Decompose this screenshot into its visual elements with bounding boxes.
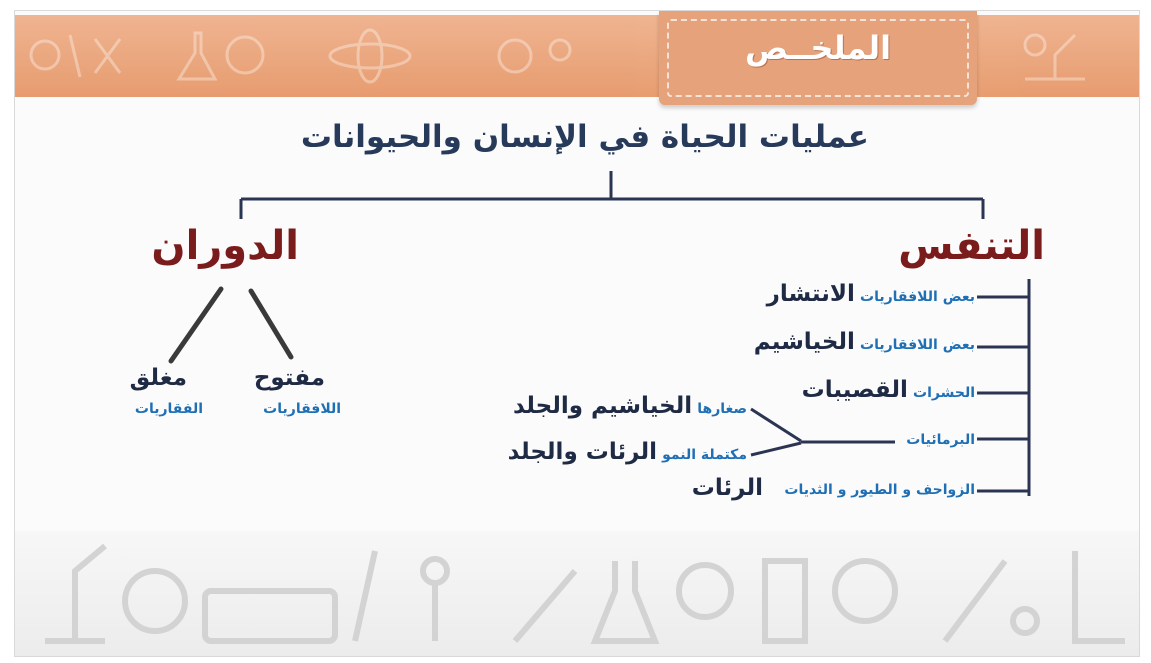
item-group: الحشرات [913,385,975,401]
item-term: الانتشار [766,281,855,307]
respiration-item [754,329,975,355]
header-title: الملخــص [744,29,892,67]
amphibian-stage [508,439,747,465]
respiration-item [906,429,975,448]
item-group: بعض اللافقاريات [860,289,975,305]
item-term: الخياشيم [753,329,855,355]
circulation-open-label: مفتوح [253,365,325,391]
item-term: القصيبات [801,377,908,403]
diagram-title: عمليات الحياة في الإنسان والحيوانات [300,119,869,155]
item-group: الزواحف و الطيور و الثديات [784,482,975,498]
stage-label: صغارها [697,401,747,417]
stage-organs: الخياشيم والجلد [512,393,693,419]
item-term: الرئات [691,475,763,501]
stage-label: مكتملة النمو [662,447,747,463]
item-group: البرمائيات [906,432,975,448]
circulation-label: الدوران [151,223,299,269]
slide [14,10,1140,657]
item-group: بعض اللافقاريات [860,337,975,353]
amphibian-stage [513,393,747,419]
respiration-item [767,281,975,307]
respiration-item [784,479,975,498]
circulation-open-group: اللافقاريات [263,401,341,417]
circulation-closed-group: الفقاريات [134,401,203,417]
respiration-label: التنفس [898,223,1045,269]
circulation-closed-label: مغلق [129,365,187,391]
respiration-item [802,377,975,403]
stage-organs: الرئات والجلد [507,439,657,465]
